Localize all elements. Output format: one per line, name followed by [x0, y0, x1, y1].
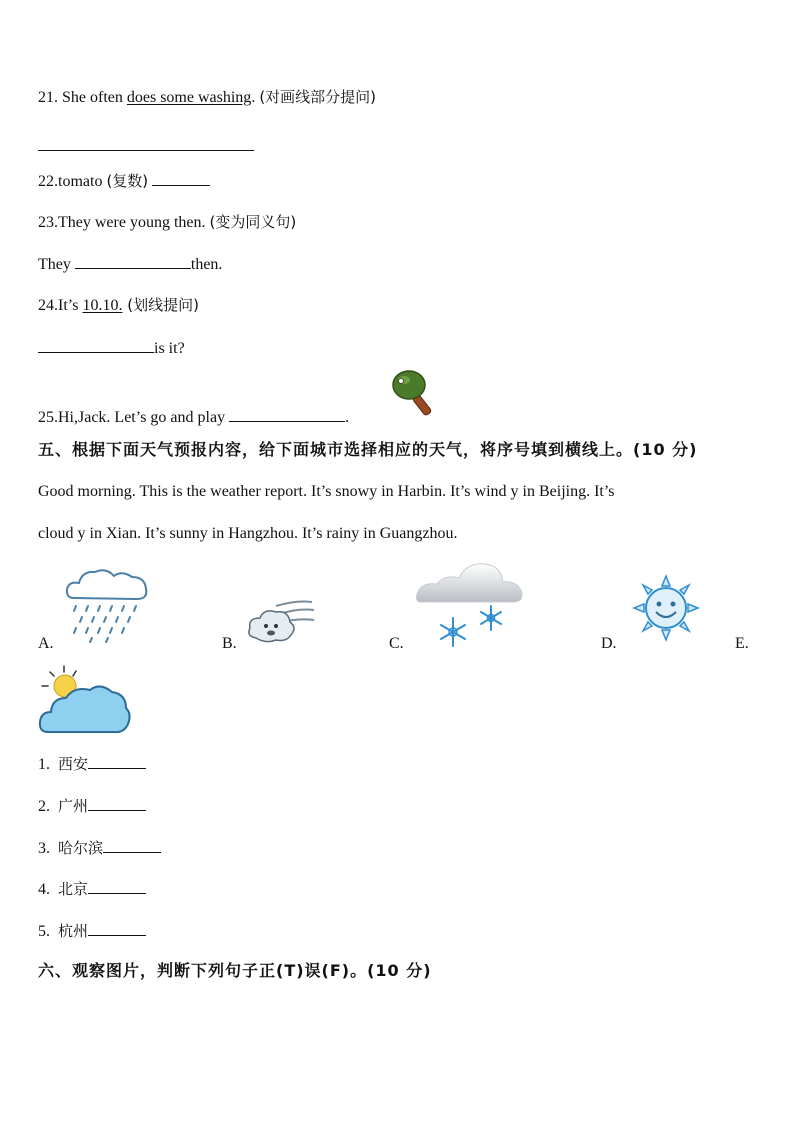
city-name: 广州: [58, 797, 89, 815]
question-24: 24.It’s 10.10. (划线提问): [38, 296, 199, 314]
question-25: 25.Hi,Jack. Let’s go and play .: [38, 405, 349, 429]
option-d-label: D.: [601, 635, 617, 652]
city-name: 西安: [58, 755, 89, 773]
option-c-label: C.: [389, 635, 404, 652]
rain-cloud-icon: [62, 564, 152, 644]
answer-blank[interactable]: [88, 794, 146, 811]
answer-line-23: They then.: [38, 252, 222, 276]
question-text: 23.They were young then.: [38, 214, 210, 231]
city-name: 北京: [58, 880, 89, 898]
instruction-note: (复数): [106, 172, 149, 190]
question-number: 21: [38, 89, 54, 106]
city-name: 杭州: [58, 922, 89, 940]
match-item-2: 2. 广州: [38, 794, 146, 818]
cloudy-sun-icon: [38, 662, 132, 736]
answer-blank[interactable]: [103, 836, 161, 853]
option-a-label: A.: [38, 635, 54, 652]
answer-blank[interactable]: [38, 134, 254, 151]
match-item-4: 4. 北京: [38, 877, 146, 901]
question-text: 22.tomato: [38, 173, 107, 190]
underlined-phrase: does some washing: [126, 89, 252, 106]
instruction-note: (变为同义句): [209, 213, 297, 231]
question-text: She often: [62, 89, 127, 106]
section-5-heading: 五、根据下面天气预报内容，给下面城市选择相应的天气，将序号填到横线上。(10 分): [38, 440, 698, 459]
answer-line-21[interactable]: [38, 134, 254, 158]
instruction-note: (对画线部分提问): [259, 88, 377, 106]
section-6-heading: 六、观察图片，判断下列句子正(T)误(F)。(10 分): [38, 961, 432, 980]
question-23: [38, 211, 296, 234]
weather-report-line-1: Good morning. This is the weather report. It’s snowy in Harbin. It’s wind y in Beijing. It’s: [38, 483, 615, 500]
city-name: 哈尔滨: [58, 839, 104, 857]
answer-blank[interactable]: [38, 336, 154, 353]
instruction-note: (划线提问): [122, 296, 199, 314]
option-e-label: E.: [735, 635, 749, 652]
wind-cloud-icon: [246, 598, 316, 646]
answer-blank[interactable]: [88, 919, 146, 936]
sun-icon: [632, 574, 700, 642]
underlined-phrase: 10.10.: [82, 297, 123, 314]
match-item-3: 3. 哈尔滨: [38, 836, 161, 860]
match-item-5: 5. 杭州: [38, 919, 146, 943]
answer-blank[interactable]: [88, 752, 146, 769]
question-21: 21. She often does some washing. (对画线部分提问): [38, 88, 377, 106]
answer-blank[interactable]: [229, 405, 345, 422]
question-22: [38, 169, 210, 193]
snow-cloud-icon: [415, 560, 527, 648]
match-item-1: 1. 西安: [38, 752, 146, 776]
answer-blank[interactable]: [88, 877, 146, 894]
ping-pong-paddle-icon: [390, 368, 440, 418]
option-b-label: B.: [222, 635, 237, 652]
answer-blank[interactable]: [75, 252, 191, 269]
weather-report-line-2: cloud y in Xian. It’s sunny in Hangzhou. It’s rainy in Guangzhou.: [38, 525, 458, 542]
answer-line-24: is it?: [38, 336, 185, 360]
answer-blank[interactable]: [152, 169, 210, 186]
